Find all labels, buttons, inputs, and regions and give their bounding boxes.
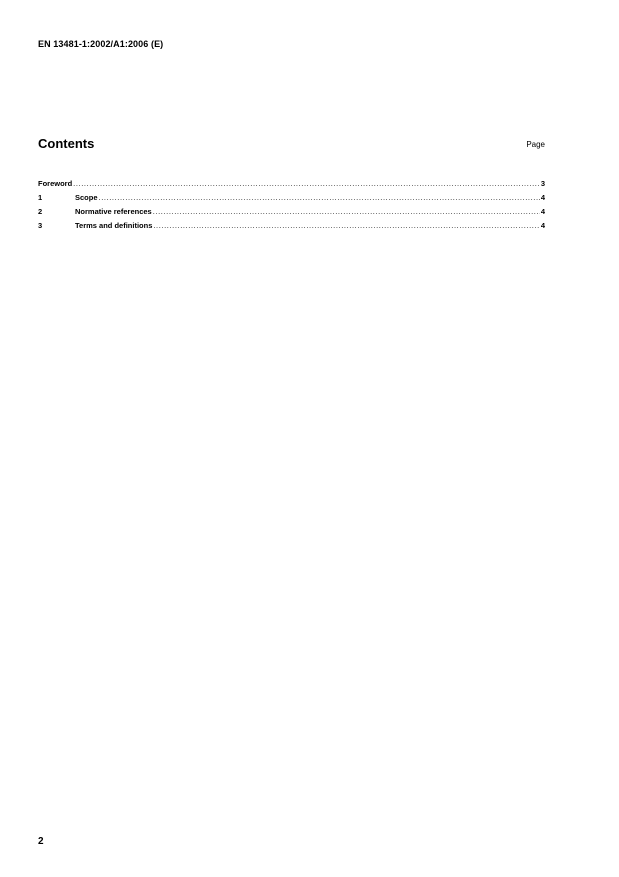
toc-entry-normative-references[interactable] [38, 203, 545, 217]
toc-dot-leader [73, 179, 540, 189]
table-of-contents [38, 175, 545, 231]
toc-entry-title: Scope [75, 193, 98, 202]
page-column-label: Page [526, 140, 545, 149]
toc-entry-terms-and-definitions[interactable] [38, 217, 545, 231]
toc-entry-page: 4 [540, 207, 545, 216]
document-identifier: EN 13481-1:2002/A1:2006 (E) [38, 39, 164, 49]
toc-entry-scope[interactable] [38, 189, 545, 203]
toc-dot-leader [99, 193, 540, 203]
toc-entry-title: Normative references [75, 207, 152, 216]
toc-entry-number: 2 [38, 207, 43, 216]
toc-entry-number: 3 [38, 221, 43, 230]
toc-entry-title: Terms and definitions [75, 221, 153, 230]
toc-entry-page: 3 [540, 179, 545, 188]
toc-entry-page: 4 [540, 221, 545, 230]
contents-heading: Contents [38, 136, 95, 151]
toc-entry-page: 4 [540, 193, 545, 202]
toc-entry-title: Foreword [38, 179, 73, 188]
page-number: 2 [38, 836, 44, 847]
toc-dot-leader [153, 207, 540, 217]
toc-entry-number: 1 [38, 193, 43, 202]
toc-entry-foreword[interactable] [38, 175, 545, 189]
toc-dot-leader [153, 221, 539, 231]
